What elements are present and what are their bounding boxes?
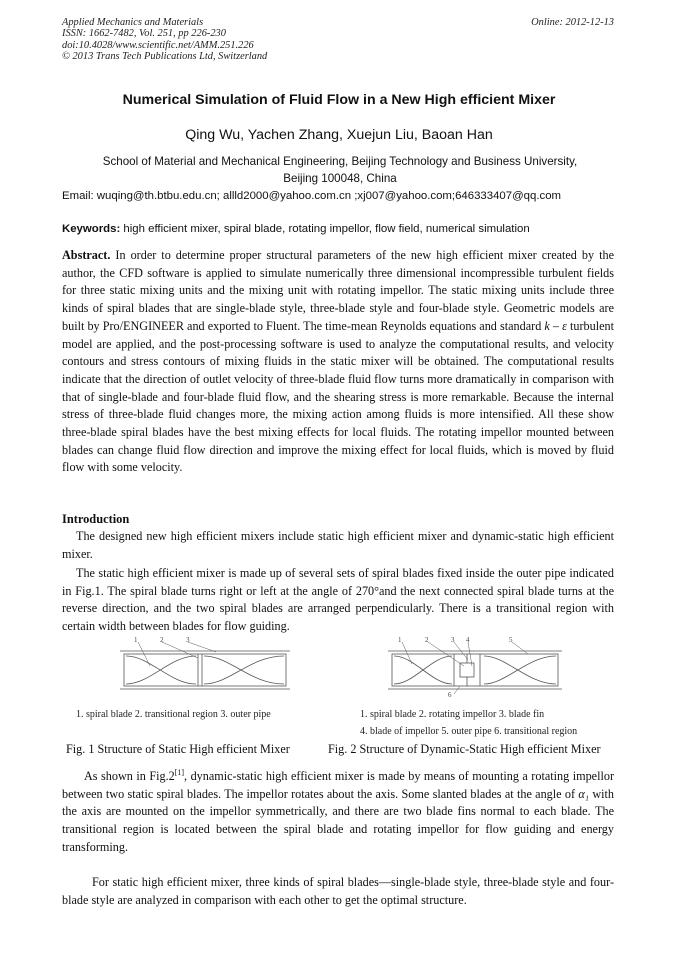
outer-pipe-inner [392, 654, 558, 686]
affiliation-line-2: Beijing 100048, China [283, 172, 397, 185]
doi: doi:10.4028/www.scientific.net/AMM.251.226 [62, 39, 254, 51]
affiliation-line-1: School of Material and Mechanical Engineering, Beijing Technology and Business University, [102, 155, 578, 168]
paragraph-fig2-description [62, 764, 614, 857]
leader-line [512, 642, 528, 654]
leader-line [162, 642, 198, 658]
citation-ref: [1] [174, 768, 185, 777]
keywords-label: Keywords: [62, 223, 121, 235]
spiral-blade-curve [126, 656, 196, 684]
leader-line [402, 642, 412, 664]
fig2-callout-4: 4 [466, 636, 470, 644]
keywords [62, 223, 622, 235]
fig1-legend: 1. spiral blade 2. transitional region 3. outer pipe [76, 709, 271, 720]
leader-line [454, 686, 460, 694]
fig2-legend-line-2: 4. blade of impellor 5. outer pipe 6. transitional region [360, 726, 578, 737]
fig2-legend-line-1: 1. spiral blade 2. rotating impellor 3. blade fin [360, 709, 545, 720]
journal-header [62, 17, 614, 62]
spiral-blade-curve [394, 656, 452, 684]
paragraph-static-mixer-analysis: For static high efficient mixer, three kinds of spiral blades—single-blade style, three-blade style and four-blade style are analyzed in comparison with each other to get the optimal structure. [62, 875, 614, 907]
spiral-blade-curve [484, 656, 556, 684]
intro-paragraph-2: The static high efficient mixer is made up of several sets of spiral blades fixed inside the outer pipe indicated in Fig.1. The spiral blade turns right or left at the angle of 270°and the next connected spiral blade turns at the reverse direction, and the two spiral blades are arranged perpendicularly. There is a transitional region with certain width between blades for flow guiding. [62, 566, 614, 634]
copyright: © 2013 Trans Tech Publications Ltd, Switzerland [62, 50, 268, 62]
fig1-callout-2: 2 [160, 636, 164, 644]
authors: Qing Wu, Yachen Zhang, Xuejun Liu, Baoan Han [185, 127, 493, 143]
abstract-text-2: turbulent model are applied, and the post-processing software is used to analyze the computational results, and velocity contours and stress contours of mixing fluids in the static mixer will be obtained. The computational results indicate that the direction of outlet velocity of three-blade fluid flow turns more dramatically in comparison with that of single-blade and four-blade fluid flow, and the shearing stress is more remarkable. Because the internal stress of three-blade fluid changes more, the mixing action among fluids is more intensified. All these show three-blade spiral blades have the best mixing effects for local fluids. The rotating impellor mounted between blades can change fluid flow direction and improve the mixing effect for local fluids, which is moved by fluid flow with some velocity. [62, 318, 614, 475]
fig2-callout-1: 1 [398, 636, 402, 644]
abstract-label: Abstract. [62, 248, 111, 262]
spiral-blade-curve [484, 656, 556, 684]
outer-pipe-inner [124, 654, 286, 686]
abstract-text-1: In order to determine proper structural parameters of the new high efficient mixer created by the author, the CFD software is applied to simulate numerically three dimensional incompressible turbulent fields for three static mixing units and the mixing unit with rotating impellor. The static mixing units include three kinds of spiral blades that are single-blade style, three-blade style and four-blade style. Geometric models are built by Pro/ENGINEER and exported to Fluent. The time-mean Reynolds equations and standard [62, 248, 615, 333]
abstract [62, 247, 614, 477]
p3-text-2: , dynamic-static high efficient mixer is made by means of mounting a rotating impellor between two static spiral blades. The impellor rotates about the axis. Some slanted blades at the angle of [62, 769, 614, 801]
spiral-blade-curve [204, 656, 284, 684]
spiral-blade-curve [204, 656, 284, 684]
paper-title: Numerical Simulation of Fluid Flow in a New High efficient Mixer [122, 92, 556, 108]
affiliation [70, 153, 610, 187]
journal-name: Applied Mechanics and Materials [62, 17, 204, 28]
p3-text-1: As shown in Fig.2 [84, 769, 175, 784]
fig2-caption: Fig. 2 Structure of Dynamic-Static High efficient Mixer [328, 742, 601, 756]
figure-2-dynamic-static-mixer-drawing [388, 636, 562, 698]
p3-text-3: with the axis are mounted on the impellor symmetrically, and there are two blade fins normal to each blade. The transitional region is located between the spiral blade and rotating impellor for flow guiding and energy transforming. [62, 786, 615, 854]
fig2-callout-5: 5 [509, 636, 513, 644]
fig1-caption: Fig. 1 Structure of Static High efficient Mixer [66, 742, 290, 756]
alpha-symbol: α₁ [578, 786, 590, 801]
fig1-callout-3: 3 [186, 636, 190, 644]
email-line: Email: wuqing@th.btbu.edu.cn; allld2000@yahoo.com.cn ;xj007@yahoo.com;646333407@qq.com [62, 190, 562, 202]
fig2-callout-6: 6 [448, 691, 452, 698]
issn: ISSN: 1662-7482, Vol. 251, pp 226-230 [62, 28, 226, 40]
fig2-callout-3: 3 [451, 636, 455, 644]
fig1-callout-1: 1 [134, 636, 138, 644]
leader-line [188, 642, 216, 652]
figure-1-static-mixer-drawing [120, 636, 290, 696]
fig2-callout-2: 2 [425, 636, 429, 644]
k-epsilon-symbol: k – ε [544, 318, 567, 333]
online-date: Online: 2012-12-13 [531, 17, 614, 28]
keywords-text: high efficient mixer, spiral blade, rotating impellor, flow field, numerical simulation [123, 223, 530, 235]
intro-paragraph-1: The designed new high efficient mixers include static high efficient mixer and dynamic-static high efficient mixer. [62, 529, 614, 561]
section-heading-introduction: Introduction [62, 512, 130, 526]
